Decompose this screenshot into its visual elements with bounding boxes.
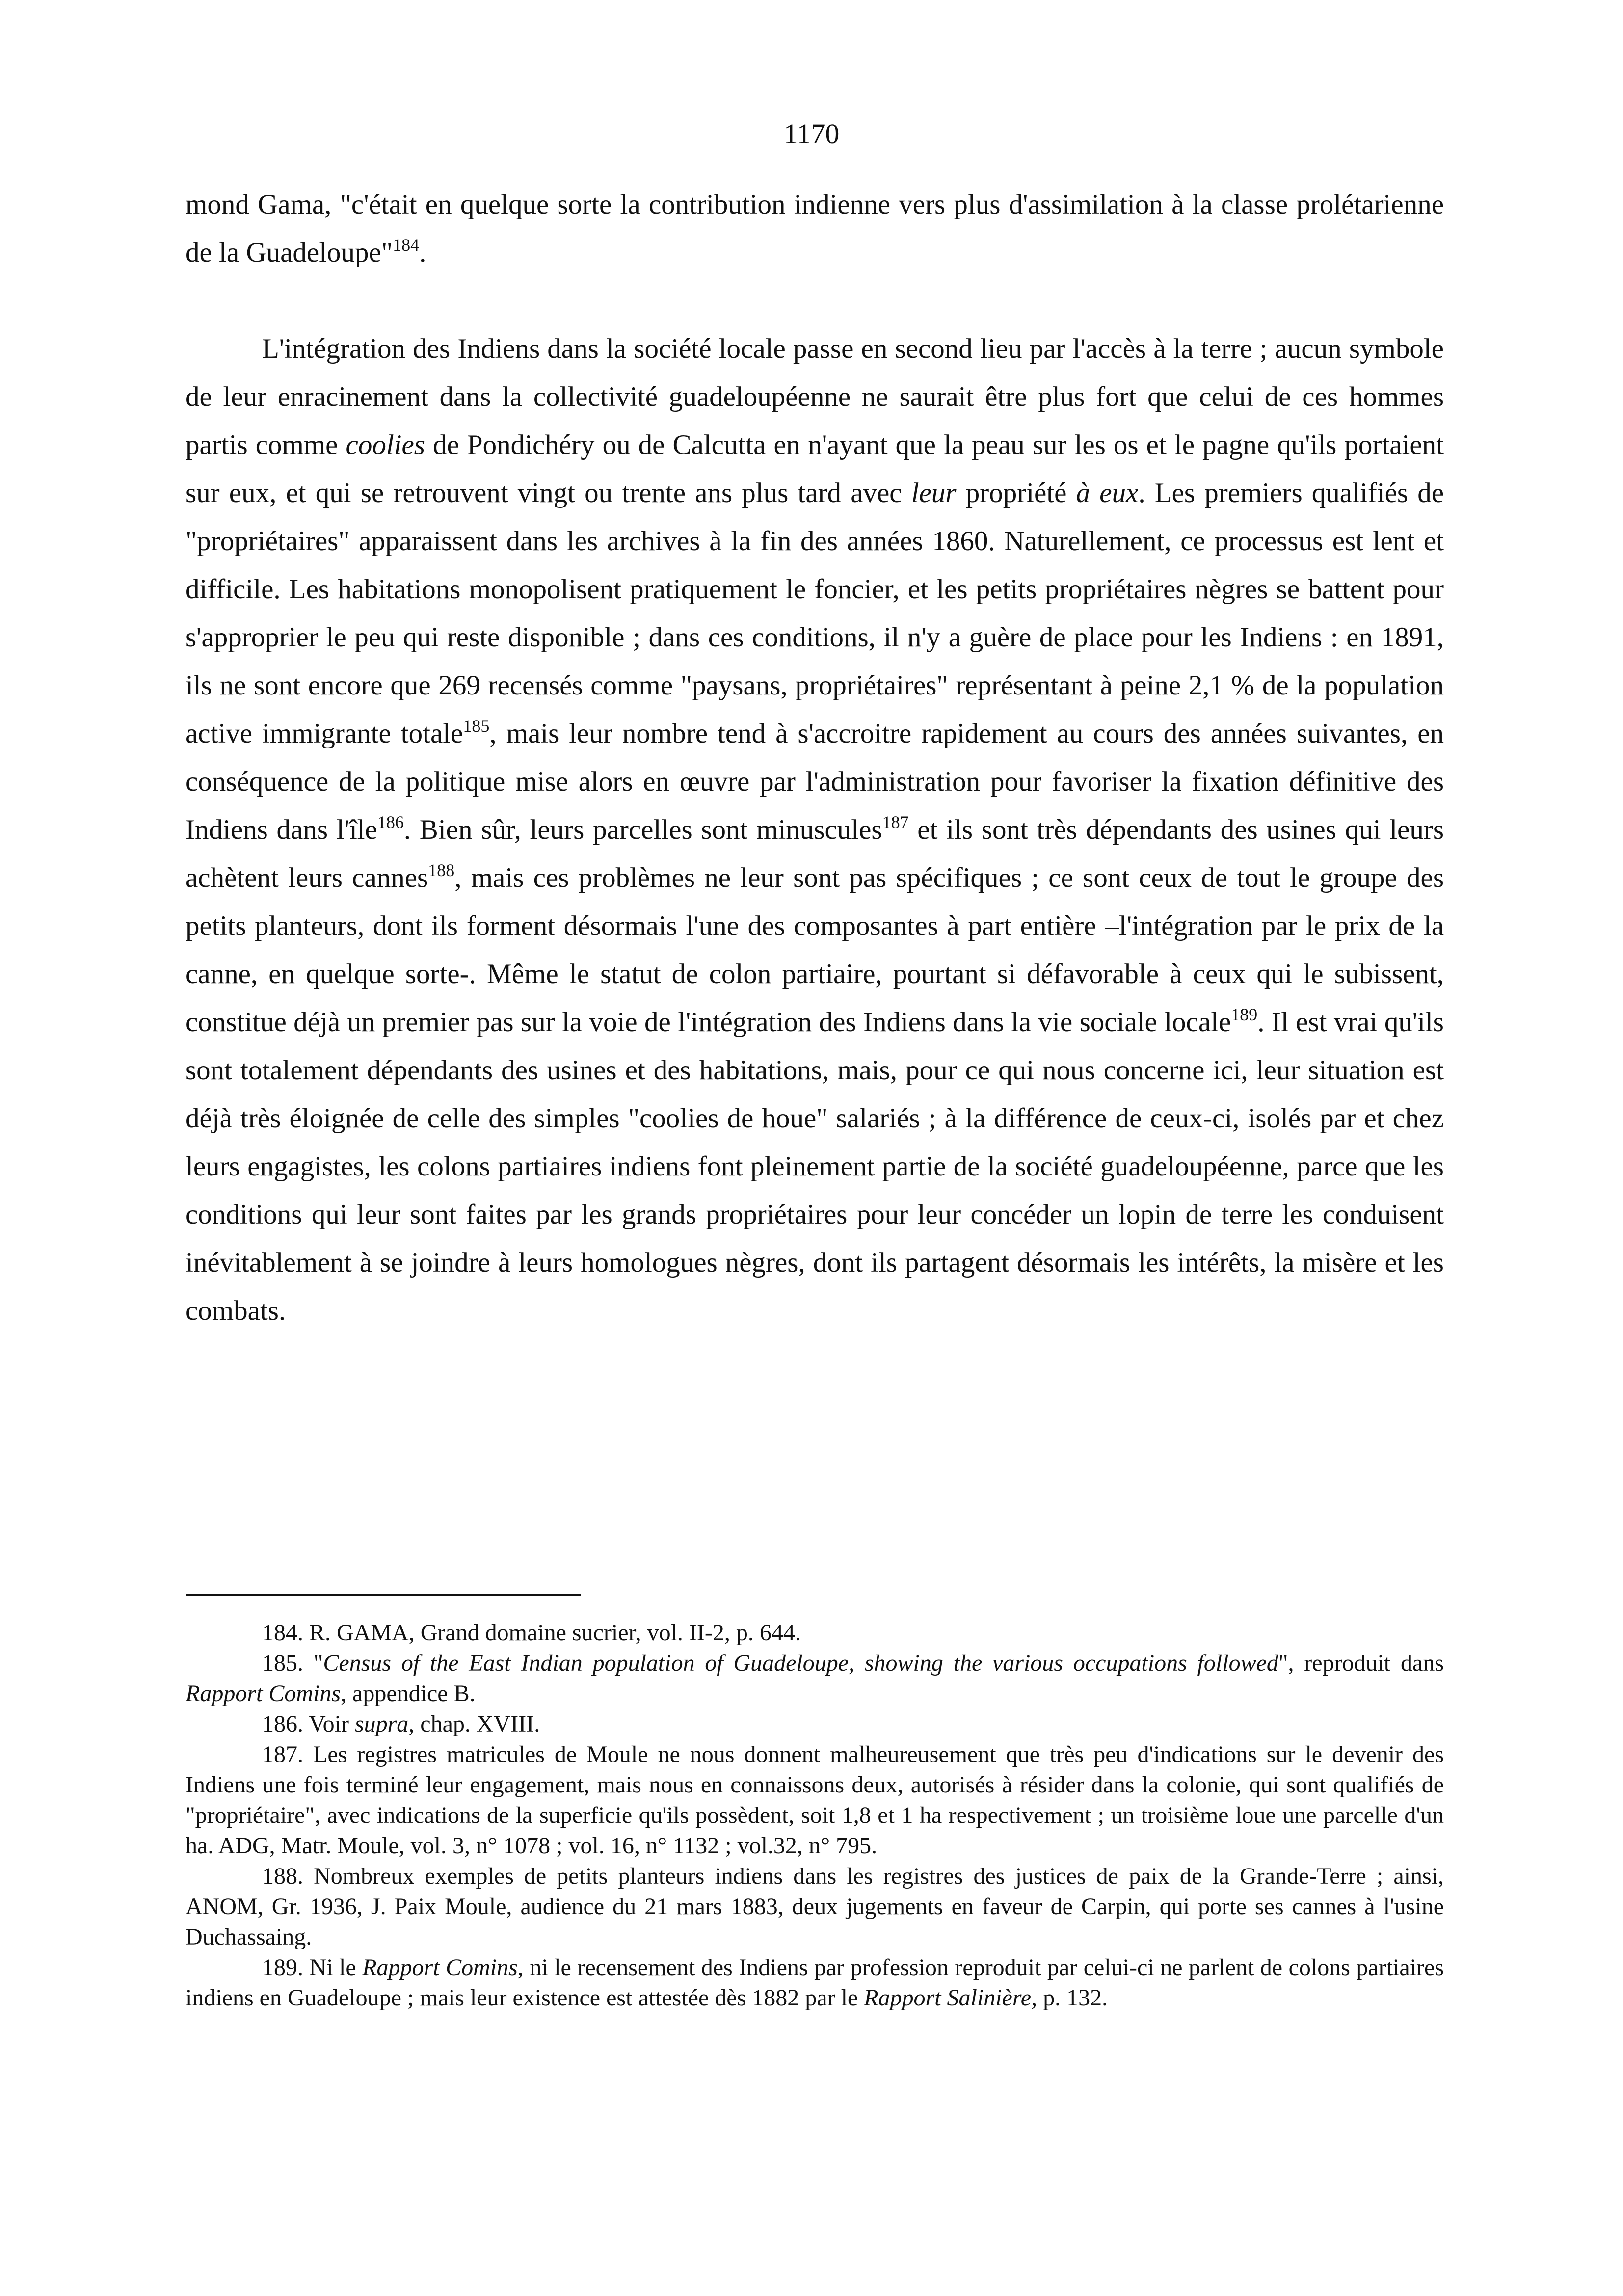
italic-run: Rapport Comins xyxy=(186,1681,341,1707)
italic-run: leur xyxy=(911,478,957,508)
text-run: 185. " xyxy=(262,1650,323,1676)
italic-run: supra xyxy=(354,1711,409,1737)
footnote-ref-185[interactable]: 185 xyxy=(463,716,490,736)
paragraph-1 xyxy=(186,181,1444,277)
text-run: , chap. XVIII. xyxy=(408,1711,540,1737)
italic-run: Rapport Salinière xyxy=(864,1985,1032,2011)
text-run: de Pondichéry ou de Calcutta en n'ayant que la peau sur les os et le pagne qu'ils portaient sur eux, et qui se retrouvent vingt ou trente ans plus tard avec xyxy=(186,429,1444,508)
text-run: , p. 132. xyxy=(1031,1985,1108,2011)
text-run: , ni le recensement des Indiens par profession reproduit par celui-ci ne parlent de colons partiaires indiens en Guadeloupe ; mais leur existence est attestée dès 1882 par le xyxy=(186,1954,1444,2011)
footnote-186 xyxy=(186,1709,1444,1739)
footnote-ref-186[interactable]: 186 xyxy=(377,812,404,832)
footnote-ref-188[interactable]: 188 xyxy=(428,860,455,880)
text-run: . Les premiers qualifiés de "propriétaires" apparaissent dans les archives à la fin des années 1860. Naturellement, ce processus est lent et difficile. Les habitations monopolisent pratiquement le foncier, et les petits propriétaires nègres se battent pour s'approprier le peu qui reste disponible ; dans ces conditions, il n'y a guère de place pour les Indiens : en 1891, ils ne sont encore que 269 recensés comme "paysans, propriétaires" représentant à peine 2,1 % de la population active immigrante totale xyxy=(186,478,1444,749)
footnote-185 xyxy=(186,1648,1444,1709)
text-run: , mais leur nombre tend à s'accroitre rapidement au cours des années suivantes, en conséquence de la politique mise alors en œuvre par l'administration pour favoriser la fixation définitive des Indiens dans l'île xyxy=(186,718,1444,845)
italic-run: à eux xyxy=(1076,478,1139,508)
text-run: L'intégration des Indiens dans la société locale passe en second lieu par l'accès à la terre ; aucun symbole de leur enracinement dans la collectivité guadeloupéenne ne saurait être plus fort que celui de ces hommes partis comme xyxy=(186,333,1444,460)
footnote-ref-189[interactable]: 189 xyxy=(1231,1005,1258,1024)
footnotes xyxy=(186,1618,1444,2013)
footnote-ref-187[interactable]: 187 xyxy=(882,812,909,832)
text-run: mond Gama, "c'était en quelque sorte la contribution indienne vers plus d'assimilation à la classe prolétarienne de la Guadeloupe" xyxy=(186,189,1444,268)
page-number: 1170 xyxy=(783,118,840,150)
text-run: 189. Ni le xyxy=(262,1954,363,1980)
paragraph-2 xyxy=(186,325,1444,1335)
body-text xyxy=(186,181,1444,1335)
text-run: ", reproduit dans xyxy=(1278,1650,1444,1676)
text-run: , appendice B. xyxy=(341,1681,476,1707)
text-run: et ils sont très dépendants des usines qui leurs achètent leurs cannes xyxy=(186,814,1444,893)
text-run: . Bien sûr, leurs parcelles sont minuscules xyxy=(403,814,882,845)
italic-run: coolies xyxy=(346,429,425,460)
italic-run: Census of the East Indian population of Guadeloupe, showing the various occupations followed xyxy=(323,1650,1278,1676)
text-run: propriété xyxy=(956,478,1076,508)
footnote-189 xyxy=(186,1952,1444,2013)
text-run: 186. Voir xyxy=(262,1711,355,1737)
footnote-187: 187. Les registres matricules de Moule ne nous donnent malheureusement que très peu d'indications sur le devenir des Indiens une fois terminé leur engagement, mais nous en connaissons deux, autorisés à résider dans la colonie, qui sont qualifiés de "propriétaire", avec indications de la superficie qu'ils possèdent, soit 1,8 et 1 ha respectivement ; un troisième loue une parcelle d'un ha. ADG, Matr. Moule, vol. 3, n° 1078 ; vol. 16, n° 1132 ; vol.32, n° 795. xyxy=(186,1741,1444,1859)
footnote-184: 184. R. GAMA, Grand domaine sucrier, vol. II-2, p. 644. xyxy=(262,1620,801,1646)
footnote-divider xyxy=(186,1594,581,1596)
footnote-ref-184[interactable]: 184 xyxy=(393,235,420,255)
text-run: . Il est vrai qu'ils sont totalement dépendants des usines et des habitations, mais, pour ce qui nous concerne ici, leur situation est déjà très éloignée de celle des simples "coolies de houe" salariés ; à la différence de ceux-ci, isolés par et chez leurs engagistes, les colons partiaires indiens font pleinement partie de la société guadeloupéenne, parce que les conditions qui leur sont faites par les grands propriétaires pour leur concéder un lopin de terre les conduisent inévitablement à se joindre à leurs homologues nègres, dont ils partagent désormais les intérêts, la misère et les combats. xyxy=(186,1007,1444,1326)
text-run: . xyxy=(419,237,426,268)
text-run: , mais ces problèmes ne leur sont pas spécifiques ; ce sont ceux de tout le groupe des petits planteurs, dont ils forment désormais l'une des composantes à part entière –l'intégration par le prix de la canne, en quelque sorte-. Même le statut de colon partiaire, pourtant si défavorable à ceux qui le subissent, constitue déjà un premier pas sur la voie de l'intégration des Indiens dans la vie sociale locale xyxy=(186,862,1444,1038)
footnote-188: 188. Nombreux exemples de petits planteurs indiens dans les registres des justices de paix de la Grande-Terre ; ainsi, ANOM, Gr. 1936, J. Paix Moule, audience du 21 mars 1883, deux jugements en faveur de Carpin, qui porte ses cannes à l'usine Duchassaing. xyxy=(186,1863,1444,1950)
italic-run: Rapport Comins xyxy=(362,1954,518,1980)
